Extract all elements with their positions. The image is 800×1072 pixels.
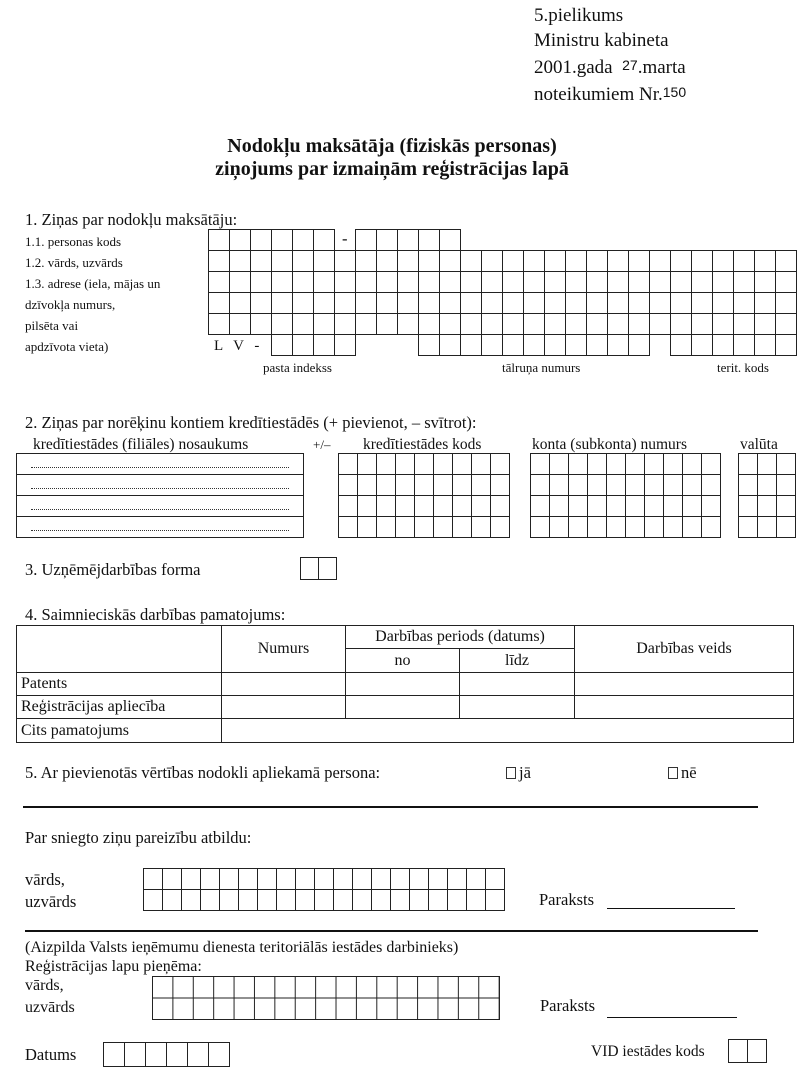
account-number-header: konta (subkonta) numurs <box>532 436 687 453</box>
regulation-number <box>534 80 686 107</box>
year-text: 2001.gada <box>534 57 613 78</box>
patent-from-cell[interactable] <box>346 673 460 696</box>
activity-type-header: Darbības veids <box>575 626 794 673</box>
responsible-signature-line[interactable] <box>607 908 735 909</box>
responsible-name-label-2: uzvārds <box>25 892 77 911</box>
day-number: 27 <box>622 57 638 73</box>
registration-number-cell[interactable] <box>222 696 346 719</box>
accepted-by-label: Reģistrācijas lapu pieņēma: <box>25 958 202 975</box>
personal-code-separator: - <box>342 229 348 248</box>
country-prefix: L V - <box>214 338 260 354</box>
responsible-signature-label: Paraksts <box>539 890 594 909</box>
official-signature-line[interactable] <box>607 1017 737 1018</box>
address-label-1: 1.3. adrese (iela, mājas un <box>25 276 161 291</box>
currency-header: valūta <box>740 436 778 453</box>
row-label-other: Cits pamatojums <box>17 719 222 743</box>
responsible-name-label-1: vārds, <box>25 870 65 889</box>
bank-name-field[interactable] <box>17 454 303 475</box>
business-form-label: 3. Uzņēmējdarbības forma <box>25 560 201 579</box>
section1-labels <box>25 231 160 357</box>
bank-code-header: kredītiestādes kods <box>363 436 482 453</box>
address-label-2: dzīvokļa numurs, <box>25 297 116 312</box>
option-yes-label: jā <box>519 763 531 782</box>
page-title <box>0 135 784 181</box>
corner-cell <box>17 626 222 673</box>
period-header: Darbības periods (datums) <box>346 626 575 649</box>
phone-number-label: tālruņa numurs <box>502 360 581 375</box>
bank-name-field[interactable] <box>17 475 303 496</box>
date-grid[interactable] <box>103 1042 230 1067</box>
official-name-label-2: uzvārds <box>25 999 75 1016</box>
account-number-grid[interactable] <box>530 453 721 538</box>
personal-code-grid-part1[interactable] <box>208 229 335 251</box>
currency-grid[interactable] <box>738 453 796 538</box>
date-label: Datums <box>25 1045 77 1064</box>
table-row <box>17 696 794 719</box>
divider-line <box>25 930 758 932</box>
official-name-grid[interactable] <box>152 976 500 1020</box>
row-label-registration: Reģistrācijas apliecība <box>17 696 222 719</box>
bank-name-field[interactable] <box>17 517 303 537</box>
name-address-grid[interactable] <box>208 250 797 335</box>
dotted-line <box>31 509 289 510</box>
section4-heading: 4. Saimnieciskās darbības pamatojums: <box>25 605 286 624</box>
phone-number-grid[interactable] <box>418 334 650 356</box>
official-note: (Aizpilda Valsts ieņēmumu dienesta teritoriālās iestādes darbinieks) <box>25 939 459 956</box>
name-label: 1.2. vārds, uzvārds <box>25 255 123 270</box>
from-header: no <box>346 649 460 673</box>
office-code-grid[interactable] <box>728 1039 767 1063</box>
patent-to-cell[interactable] <box>460 673 575 696</box>
section1-heading: 1. Ziņas par nodokļu maksātāju: <box>25 210 238 229</box>
responsible-name-grid[interactable] <box>143 868 505 911</box>
registration-to-cell[interactable] <box>460 696 575 719</box>
postal-code-grid[interactable] <box>271 334 356 356</box>
address-label-3: pilsēta vai <box>25 318 79 333</box>
bank-name-field[interactable] <box>17 496 303 517</box>
row-label-patent: Patents <box>17 673 222 696</box>
address-label-4: apdzīvota vieta) <box>25 339 109 354</box>
responsibility-heading: Par sniegto ziņu pareizību atbildu: <box>25 828 252 847</box>
title-line-2: ziņojums par izmaiņām reģistrācijas lapā <box>215 158 569 180</box>
divider-line <box>23 806 758 808</box>
registration-type-cell[interactable] <box>575 696 794 719</box>
option-no-label: nē <box>681 763 697 782</box>
plus-minus-header: +/– <box>313 437 331 452</box>
regulation-date <box>534 53 686 80</box>
territory-code-label: terit. kods <box>717 360 769 375</box>
issuer: Ministru kabineta <box>534 30 669 51</box>
dotted-line <box>31 467 289 468</box>
other-basis-cell[interactable] <box>222 719 794 743</box>
dotted-line <box>31 530 289 531</box>
checkbox-yes[interactable] <box>506 767 516 779</box>
month-text: .marta <box>637 57 686 78</box>
table-row <box>17 673 794 696</box>
dotted-line <box>31 488 289 489</box>
personal-code-label: 1.1. personas kods <box>25 234 122 249</box>
bank-name-table <box>16 453 304 538</box>
registration-from-cell[interactable] <box>346 696 460 719</box>
table-row <box>17 719 794 743</box>
postal-code-label: pasta indekss <box>263 360 332 375</box>
number-header: Numurs <box>222 626 346 673</box>
bank-name-header: kredītiestādes (filiāles) nosaukums <box>33 436 249 453</box>
patent-type-cell[interactable] <box>575 673 794 696</box>
patent-number-cell[interactable] <box>222 673 346 696</box>
office-code-label: VID iestādes kods <box>591 1043 705 1060</box>
regulation-no: 150 <box>662 84 687 100</box>
regulation-prefix: noteikumiem Nr. <box>534 84 663 105</box>
official-signature-label: Paraksts <box>540 996 595 1015</box>
annex-number: 5.pielikums <box>534 5 624 26</box>
to-header: līdz <box>460 649 575 673</box>
annex-note <box>534 3 686 107</box>
official-name-label-1: vārds, <box>25 977 64 994</box>
bank-code-grid[interactable] <box>338 453 510 538</box>
personal-code-grid-part2[interactable] <box>355 229 461 251</box>
business-basis-table <box>16 625 794 743</box>
title-line-1: Nodokļu maksātāja (fiziskās personas) <box>227 135 557 157</box>
territory-code-grid[interactable] <box>670 334 797 356</box>
vat-payer-label: 5. Ar pievienotās vērtības nodokli apliekamā persona: <box>25 763 381 782</box>
section2-heading: 2. Ziņas par norēķinu kontiem kredītiestādēs (+ pievienot, – svītrot): <box>25 413 477 432</box>
checkbox-no[interactable] <box>668 767 678 779</box>
business-form-grid[interactable] <box>300 557 337 580</box>
